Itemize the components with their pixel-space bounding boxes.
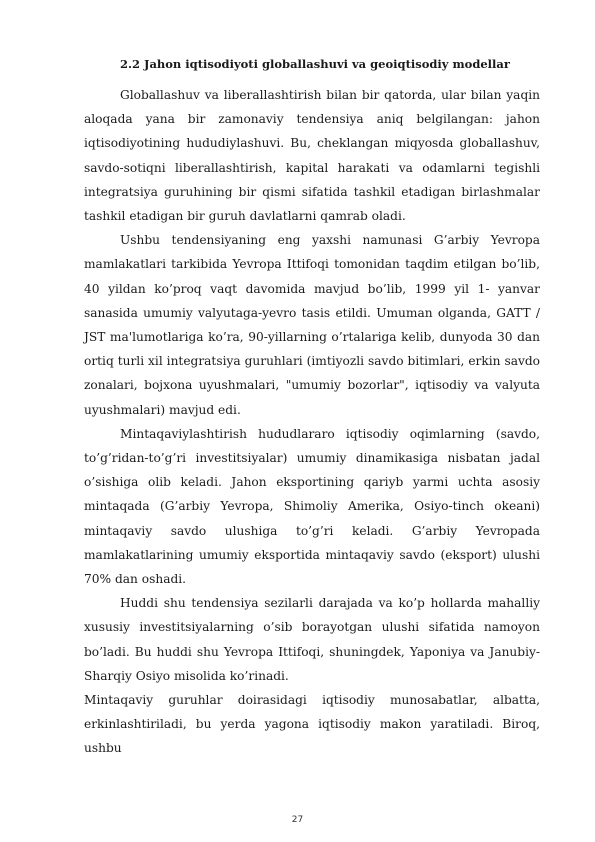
section-heading: 2.2 Jahon iqtisodiyoti globallashuvi va geoiqtisodiy modellar (120, 57, 510, 71)
paragraph-regional-trade-growth: Mintaqaviylashtirish hududlararo iqtisodiy oqimlarning (savdo, to’g’ridan-to’g’ri investitsiyalar) umumiy dinamikasiga nisbatan jadal o’sishiga olib keladi. Jahon eksportining qariyb yarmi uchta asosiy mintaqada (G’arbiy Yevropa, Shimoliy Amerika, Osiyo-tinch okeani) mintaqaviy savdo ulushiga to’g’ri keladi. G’arbiy Yevropada mamlakatlarining umumiy eksportida mintaqaviy savdo (eksport) ulushi 70% dan oshadi. (84, 426, 540, 587)
body-text (84, 83, 540, 761)
page-number: 27 (291, 815, 304, 825)
paragraph-regional-groups: Mintaqaviy guruhlar doirasidagi iqtisodiy munosabatlar, albatta, erkinlashtiriladi, bu yerda yagona iqtisodiy makon yaratiladi. Biroq, ushbu (84, 693, 540, 756)
paragraph-regionalization-intro: Globallashuv va liberallashtirish bilan bir qatorda, ular bilan yaqin aloqada yana bir zamonaviy tendensiya aniq belgilangan: jahon iqtisodiyotining hududiylashuvi. Bu, cheklangan miqyosda globallashuv, savdo-sotiqni liberallashtirish, kapital harakati va odamlarni tegishli integratsiya guruhining bir qismi sifatida tashkil etadigan birlashmalar tashkil etadigan bir guruh davlatlarni qamrab oladi. (84, 88, 540, 224)
paragraph-european-union-example: Ushbu tendensiyaning eng yaxshi namunasi G’arbiy Yevropa mamlakatlari tarkibida Yevropa Ittifoqi tomonidan taqdim etilgan bo’lib, 40 yildan ko’proq vaqt davomida mavjud bo’lib, 1999 yil 1- yanvar sanasida umumiy valyutaga-yevro tasis etildi. Umuman olganda, GATT / JST ma'lumotlariga ko’ra, 90-yillarning o’rtalariga kelib, dunyoda 30 dan ortiq turli xil integratsiya guruhlari (imtiyozli savdo bitimlari, erkin savdo zonalari, bojxona uyushmalari, "umumiy bozorlar", iqtisodiy va valyuta uyushmalari) mavjud edi. (84, 233, 540, 417)
paragraph-private-investment: Huddi shu tendensiya sezilarli darajada va ko’p hollarda mahalliy xususiy investitsiyalarning o’sib borayotgan ulushi sifatida namoyon bo’ladi. Bu huddi shu Yevropa Ittifoqi, shuningdek, Yaponiya va Janubiy-Sharqiy Osiyo misolida ko’rinadi. (84, 596, 540, 683)
